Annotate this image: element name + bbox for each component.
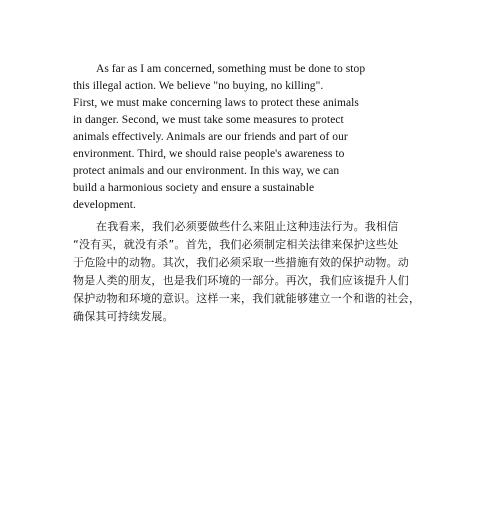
english-paragraph-line: As far as I am concerned, something must be done to stop [96,63,366,75]
english-paragraph-line: environment. Third, we should raise people's awareness to [73,148,345,160]
english-paragraph-line: animals effectively. Animals are our friends and part of our [73,131,348,143]
english-paragraph-line: First, we must make concerning laws to protect these animals [73,97,359,109]
english-paragraph-line: development. [73,199,136,211]
english-paragraph [73,61,373,214]
english-paragraph-line: in danger. Second, we must take some measures to protect [73,114,344,126]
english-paragraph-line: protect animals and our environment. In this way, we can [73,165,340,177]
english-paragraph-line: build a harmonious society and ensure a sustainable [73,182,315,194]
chinese-paragraph-line: 确保其可持续发展。 [73,310,174,323]
chinese-paragraph-line: “没有买，就没有杀”。首先，我们必须制定相关法律来保护这些处 [73,238,399,251]
chinese-paragraph [73,218,421,326]
chinese-paragraph-line: 保护动物和环境的意识。这样一来，我们就能够建立一个和谐的社会， [73,292,421,305]
chinese-paragraph-line: 物是人类的朋友，也是我们环境的一部分。再次，我们应该提升人们 [73,274,409,287]
chinese-paragraph-line: 于危险中的动物。其次，我们必须采取一些措施有效的保护动物。动 [73,256,409,269]
english-paragraph-line: this illegal action. We believe "no buying, no killing". [73,80,324,92]
chinese-paragraph-line: 在我看来，我们必须要做些什么来阻止这种违法行为。我相信 [96,220,399,233]
